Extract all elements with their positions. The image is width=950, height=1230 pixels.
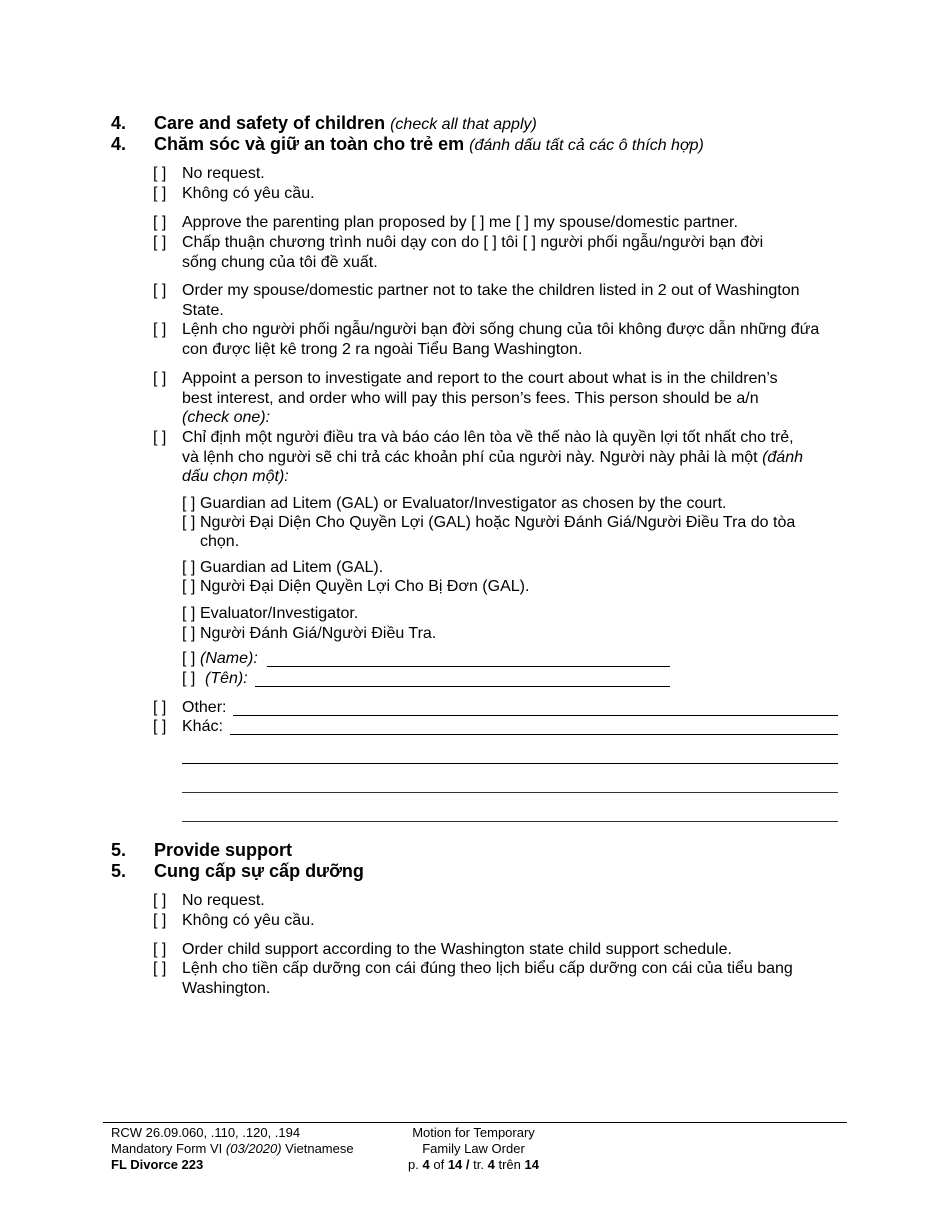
appoint-label-en-2: best interest, and order who will pay this person’s fees. This person should be a/n <box>182 390 759 407</box>
gal-label-en: Guardian ad Litem (GAL). <box>200 559 384 576</box>
gal-checkbox-vi[interactable]: [ ] <box>182 578 196 595</box>
child-support-checkbox-vi[interactable]: [ ] <box>153 960 167 977</box>
other-label-en: Other: <box>182 699 227 716</box>
approve-plan-label-en: Approve the parenting plan proposed by [ ] me [ ] my spouse/domestic partner. <box>182 214 738 231</box>
other-extra-line-3[interactable] <box>182 821 838 822</box>
other-extra-line-1[interactable] <box>182 763 838 764</box>
section-4-number-vi: 4. <box>111 134 127 154</box>
section-4-note-vi: (đánh dấu tất cả các ô thích hợp) <box>469 137 704 154</box>
child-support-label-en: Order child support according to the Washington state child support schedule. <box>182 941 732 958</box>
other-extra-line-2[interactable] <box>182 792 838 793</box>
footer-form-id: FL Divorce 223 <box>111 1157 204 1172</box>
restrain-move-label-vi-cont: con được liệt kê trong 2 ra ngoài Tiểu Bang Washington. <box>182 341 583 358</box>
support-no-request-checkbox[interactable]: [ ] <box>153 892 167 909</box>
approve-me-checkbox[interactable]: [ ] <box>471 214 485 231</box>
approve-me-checkbox-vi[interactable]: [ ] <box>483 234 497 251</box>
approve-plan-label-vi: Chấp thuận chương trình nuôi dạy con do [ ] tôi [ ] người phối ngẫu/người bạn đời <box>182 234 764 251</box>
appoint-label-vi-1: Chỉ định một người điều tra và báo cáo lên tòa về thế nào là quyền lợi tốt nhất cho trẻ, <box>182 429 794 446</box>
gal-or-evaluator-label-vi-cont: chọn. <box>200 533 240 550</box>
evaluator-checkbox-vi[interactable]: [ ] <box>182 625 196 642</box>
named-person-checkbox[interactable]: [ ] <box>182 650 196 667</box>
evaluator-label-en: Evaluator/Investigator. <box>200 605 359 622</box>
appoint-label-vi-2: và lệnh cho người sẽ chi trả các khoản phí của người này. Người này phải là một (đánh <box>182 449 803 466</box>
section-4-title-vi: Chăm sóc và giữ an toàn cho trẻ em (đánh dấu tất cả các ô thích hợp) <box>154 134 704 154</box>
child-support-label-vi-cont: Washington. <box>182 980 271 997</box>
section-5-title-vi: Cung cấp sự cấp dưỡng <box>154 861 364 881</box>
approve-plan-label-vi-cont: sống chung của tôi đề xuất. <box>182 254 378 271</box>
evaluator-checkbox[interactable]: [ ] <box>182 605 196 622</box>
restrain-move-label-vi: Lệnh cho người phối ngẫu/người bạn đời sống chung của tôi không được dẫn những đứa <box>182 321 820 338</box>
approve-plan-checkbox-vi[interactable]: [ ] <box>153 234 167 251</box>
approve-plan-checkbox[interactable]: [ ] <box>153 214 167 231</box>
restrain-move-label-en: Order my spouse/domestic partner not to take the children listed in 2 out of Washington <box>182 282 800 299</box>
restrain-move-checkbox-vi[interactable]: [ ] <box>153 321 167 338</box>
name-label-vi: (Tên): <box>205 670 248 687</box>
section-4-note-en: (check all that apply) <box>390 116 537 133</box>
footer-rule <box>103 1122 847 1123</box>
section-5-title-en: Provide support <box>154 840 293 860</box>
restrain-move-label-en-cont: State. <box>182 302 224 319</box>
section-5-number-vi: 5. <box>111 861 127 881</box>
no-request-checkbox-vi[interactable]: [ ] <box>153 185 167 202</box>
name-label-en: (Name): <box>200 650 258 667</box>
gal-or-evaluator-checkbox-vi[interactable]: [ ] <box>182 514 196 531</box>
child-support-checkbox[interactable]: [ ] <box>153 941 167 958</box>
named-person-checkbox-vi[interactable]: [ ] <box>182 670 196 687</box>
other-checkbox[interactable]: [ ] <box>153 699 167 716</box>
no-request-label-en: No request. <box>182 165 265 182</box>
footer-form: Mandatory Form VI (03/2020) Vietnamese <box>111 1141 354 1156</box>
other-input-line[interactable] <box>233 715 838 716</box>
footer-page-number: p. 4 of 14 / tr. 4 trên 14 <box>408 1157 539 1172</box>
footer-doc-title-2: Family Law Order <box>422 1141 525 1156</box>
appoint-investigator-checkbox-vi[interactable]: [ ] <box>153 429 167 446</box>
gal-checkbox[interactable]: [ ] <box>182 559 196 576</box>
approve-spouse-checkbox[interactable]: [ ] <box>515 214 529 231</box>
support-no-request-checkbox-vi[interactable]: [ ] <box>153 912 167 929</box>
gal-or-evaluator-label-vi: Người Đại Diện Cho Quyền Lợi (GAL) hoặc Người Đánh Giá/Người Điều Tra do tòa <box>200 514 796 531</box>
support-no-request-label-en: No request. <box>182 892 265 909</box>
other-label-vi: Khác: <box>182 718 223 735</box>
approve-spouse-checkbox-vi[interactable]: [ ] <box>522 234 536 251</box>
section-4-title-en: Care and safety of children (check all that apply) <box>154 113 537 133</box>
name-input-line[interactable] <box>267 666 670 667</box>
section-5-number: 5. <box>111 840 127 860</box>
no-request-checkbox[interactable]: [ ] <box>153 165 167 182</box>
gal-or-evaluator-checkbox[interactable]: [ ] <box>182 495 196 512</box>
other-input-line-vi[interactable] <box>230 734 838 735</box>
restrain-move-checkbox[interactable]: [ ] <box>153 282 167 299</box>
other-checkbox-vi[interactable]: [ ] <box>153 718 167 735</box>
appoint-label-en-1: Appoint a person to investigate and report to the court about what is in the children’s <box>182 370 778 387</box>
footer-doc-title-1: Motion for Temporary <box>412 1125 535 1140</box>
gal-or-evaluator-label-en: Guardian ad Litem (GAL) or Evaluator/Investigator as chosen by the court. <box>200 495 727 512</box>
gal-label-vi: Người Đại Diện Quyền Lợi Cho Bị Đơn (GAL). <box>200 578 530 595</box>
appoint-label-en-3: (check one): <box>182 409 271 426</box>
section-4-number: 4. <box>111 113 127 133</box>
name-input-line-vi[interactable] <box>255 686 670 687</box>
evaluator-label-vi: Người Đánh Giá/Người Điều Tra. <box>200 625 437 642</box>
appoint-investigator-checkbox[interactable]: [ ] <box>153 370 167 387</box>
footer-rcw: RCW 26.09.060, .110, .120, .194 <box>111 1125 301 1140</box>
support-no-request-label-vi: Không có yêu cầu. <box>182 912 315 929</box>
child-support-label-vi: Lệnh cho tiền cấp dưỡng con cái đúng theo lịch biểu cấp dưỡng con cái của tiểu bang <box>182 960 793 977</box>
no-request-label-vi: Không có yêu cầu. <box>182 185 315 202</box>
appoint-label-vi-3: dấu chọn một): <box>182 468 289 485</box>
